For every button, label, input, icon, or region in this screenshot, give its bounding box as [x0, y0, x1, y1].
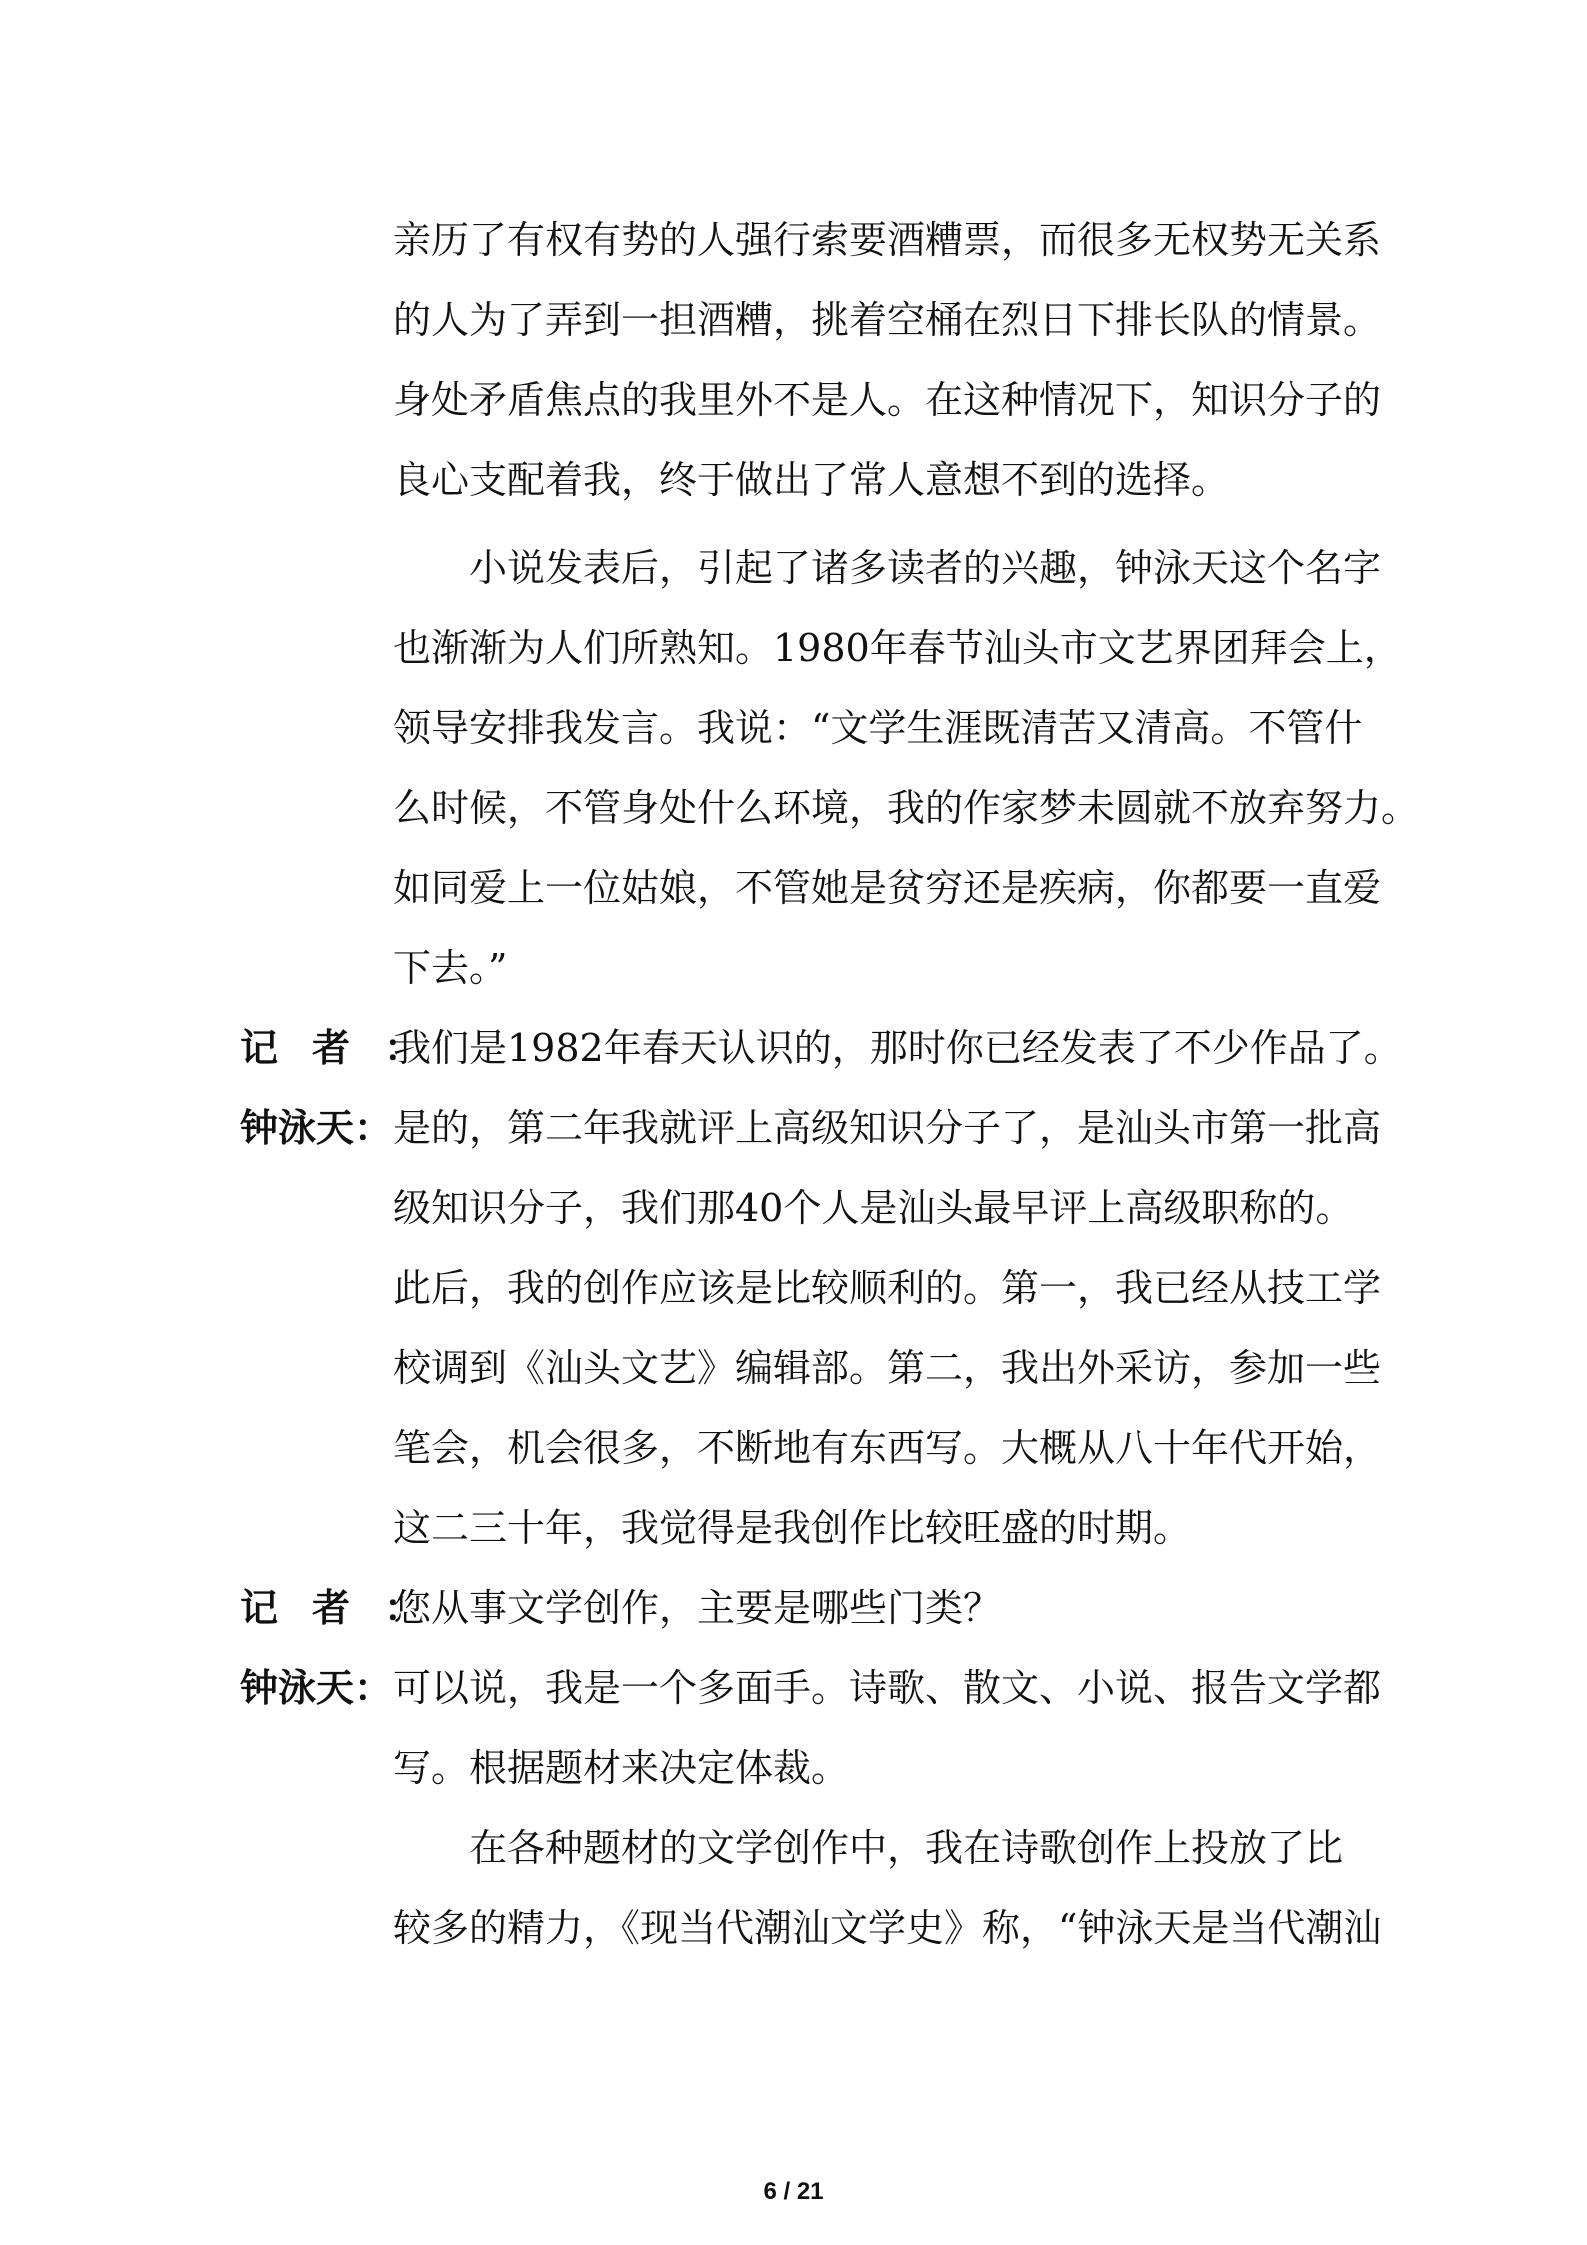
dialogue-line: 级知识分子，我们那40个人是汕头最早评上高级职称的。 — [393, 1186, 1354, 1230]
dialogue-line: 笔会，机会很多，不断地有东西写。大概从八十年代开始， — [393, 1426, 1382, 1470]
dialogue-line: 在各种题材的文学创作中，我在诗歌创作上投放了比 — [393, 1826, 1344, 1870]
speaker-label: 记者： — [240, 1585, 457, 1630]
text-line: 亲历了有权有势的人强行索要酒糟票，而很多无权势无关系 — [393, 218, 1382, 262]
dialogue-line: 您从事文学创作，主要是哪些门类？ — [393, 1586, 1002, 1630]
dialogue-line: 写。根据题材来决定体裁。 — [393, 1746, 850, 1790]
text-line: 良心支配着我，终于做出了常人意想不到的选择。 — [393, 458, 1230, 502]
text-line: 么时候，不管身处什么环境，我的作家梦未圆就不放弃努力。 — [393, 786, 1420, 830]
speaker-label: 钟泳天： — [240, 1665, 393, 1710]
text-line: 身处矛盾焦点的我里外不是人。在这种情况下，知识分子的 — [393, 378, 1382, 422]
text-line: 下去。” — [393, 946, 508, 990]
dialogue-line: 此后，我的创作应该是比较顺利的。第一，我已经从技工学 — [393, 1266, 1382, 1310]
text-line: 领导安排我发言。我说：“文学生涯既清苦又清高。不管什 — [393, 706, 1363, 750]
speaker-label: 钟泳天： — [240, 1105, 393, 1150]
text-line: 的人为了弄到一担酒糟，挑着空桶在烈日下排长队的情景。 — [393, 298, 1382, 342]
dialogue-line: 校调到《汕头文艺》编辑部。第二，我出外采访，参加一些 — [393, 1346, 1382, 1390]
dialogue-line: 这二三十年，我觉得是我创作比较旺盛的时期。 — [393, 1506, 1192, 1550]
text-line: 如同爱上一位姑娘，不管她是贫穷还是疾病，你都要一直爱 — [393, 866, 1382, 910]
dialogue-line: 我们是1982年春天认识的，那时你已经发表了不少作品了。 — [393, 1026, 1402, 1070]
speaker-label: 记者： — [240, 1025, 457, 1070]
dialogue-line: 较多的精力，《现当代潮汕文学史》称，“钟泳天是当代潮汕 — [393, 1906, 1382, 1950]
dialogue-line: 可以说，我是一个多面手。诗歌、散文、小说、报告文学都 — [393, 1666, 1382, 1710]
text-line: 也渐渐为人们所熟知。1980年春节汕头市文艺界团拜会上， — [393, 626, 1402, 670]
text-line: 小说发表后，引起了诸多读者的兴趣，钟泳天这个名字 — [393, 546, 1382, 590]
dialogue-line: 是的，第二年我就评上高级知识分子了，是汕头市第一批高 — [393, 1106, 1382, 1150]
page-number: 6 / 21 — [763, 2178, 824, 2205]
